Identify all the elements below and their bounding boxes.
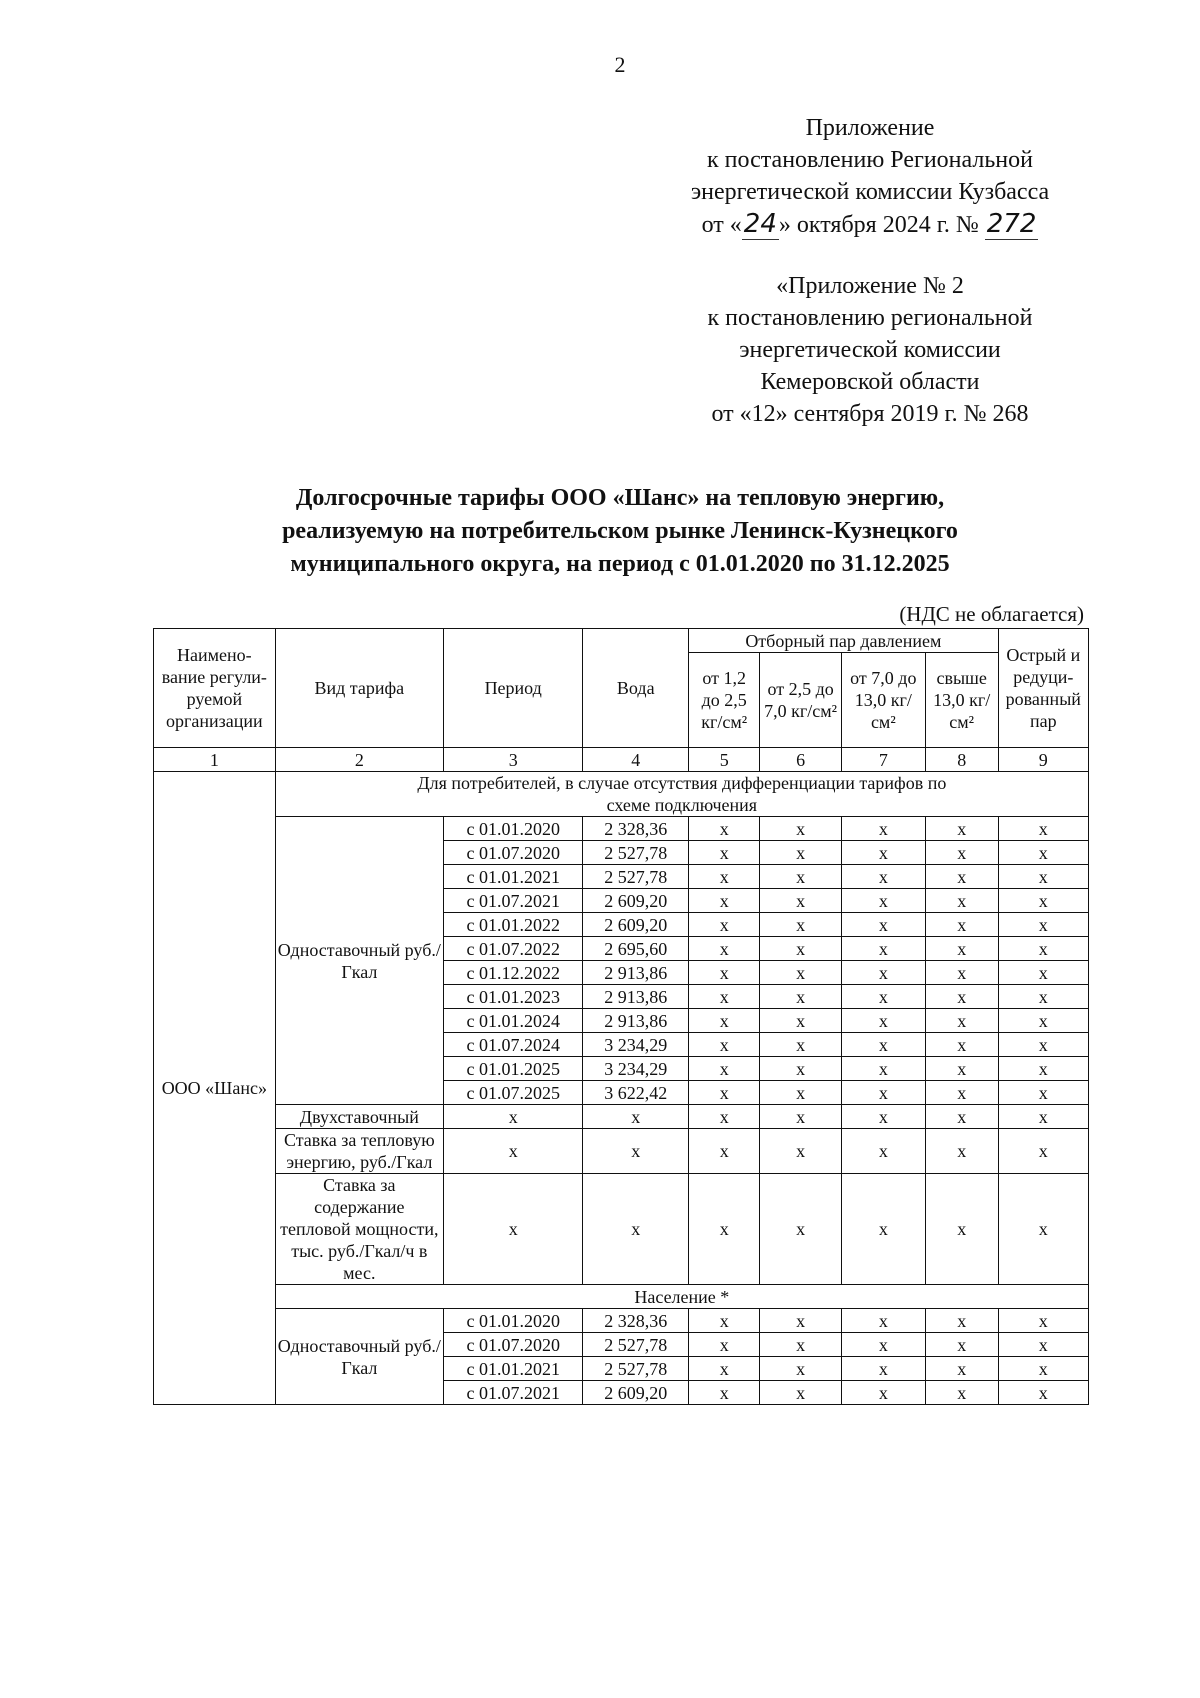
header-tariff-type: Вид тарифа <box>275 629 443 748</box>
appendix-line: энергетической комиссии Кузбасса <box>690 179 1050 205</box>
empty-value-cell: х <box>925 1009 998 1033</box>
appendix-current-header <box>660 112 1080 241</box>
table-row <box>154 817 1089 841</box>
empty-value-cell: х <box>760 1381 842 1405</box>
empty-value-cell: х <box>689 1081 760 1105</box>
empty-value-cell: х <box>689 961 760 985</box>
appendix-original-header <box>660 270 1080 430</box>
empty-value-cell: х <box>689 937 760 961</box>
period-cell: с 01.01.2021 <box>443 865 582 889</box>
water-value-cell: 2 609,20 <box>583 913 689 937</box>
tariff-type-two-rate: Двухставочный <box>275 1105 443 1129</box>
header-steam-1: от 1,2 до 2,5 кг/см² <box>689 653 760 748</box>
empty-value-cell: х <box>841 1057 925 1081</box>
empty-value-cell: х <box>925 865 998 889</box>
empty-value-cell: х <box>925 961 998 985</box>
period-cell: с 01.01.2023 <box>443 985 582 1009</box>
empty-value-cell: х <box>998 1381 1088 1405</box>
empty-value-cell: х <box>925 1057 998 1081</box>
empty-value-cell: х <box>925 1174 998 1285</box>
empty-value-cell: х <box>689 985 760 1009</box>
energy-rate-label: Ставка за тепловую энергию, руб./Гкал <box>275 1129 443 1174</box>
empty-value-cell: х <box>925 889 998 913</box>
header-steam-4: свыше 13,0 кг/см² <box>925 653 998 748</box>
empty-value-cell: х <box>583 1129 689 1174</box>
empty-value-cell: х <box>925 937 998 961</box>
empty-value-cell: х <box>583 1174 689 1285</box>
empty-value-cell: х <box>925 1129 998 1174</box>
empty-value-cell: х <box>689 1357 760 1381</box>
empty-value-cell: х <box>760 1333 842 1357</box>
empty-value-cell: х <box>998 1057 1088 1081</box>
water-value-cell: 2 913,86 <box>583 961 689 985</box>
period-cell: с 01.01.2025 <box>443 1057 582 1081</box>
title-line: реализуемую на потребительском рынке Ленинск-Кузнецкого <box>282 518 958 544</box>
water-value-cell: 2 609,20 <box>583 889 689 913</box>
water-value-cell: 2 913,86 <box>583 985 689 1009</box>
empty-value-cell: х <box>760 1309 842 1333</box>
empty-value-cell: х <box>925 817 998 841</box>
empty-value-cell: х <box>841 865 925 889</box>
empty-value-cell: х <box>583 1105 689 1129</box>
appendix-line: «Приложение № 2 <box>776 273 964 299</box>
empty-value-cell: х <box>925 913 998 937</box>
water-value-cell: 2 527,78 <box>583 1333 689 1357</box>
empty-value-cell: х <box>760 1129 842 1174</box>
empty-value-cell: х <box>760 961 842 985</box>
empty-value-cell: х <box>841 1309 925 1333</box>
appendix-line: Кемеровской области <box>760 369 980 395</box>
org-name-cell: ООО «Шанс» <box>154 772 276 1405</box>
empty-value-cell: х <box>443 1129 582 1174</box>
empty-value-cell: х <box>925 1357 998 1381</box>
section-row <box>154 1285 1089 1309</box>
empty-value-cell: х <box>760 1081 842 1105</box>
section-label-consumers: Для потребителей, в случае отсутствия дифференциации тарифов по схеме подключения <box>275 772 1088 817</box>
water-value-cell: 2 527,78 <box>583 865 689 889</box>
period-cell: с 01.07.2020 <box>443 841 582 865</box>
col-number: 6 <box>760 748 842 772</box>
empty-value-cell: х <box>443 1174 582 1285</box>
column-number-row <box>154 748 1089 772</box>
water-value-cell: 2 609,20 <box>583 1381 689 1405</box>
section-row <box>154 772 1089 817</box>
empty-value-cell: х <box>760 1033 842 1057</box>
empty-value-cell: х <box>689 1009 760 1033</box>
empty-value-cell: х <box>998 961 1088 985</box>
appendix-line: от «12» сентября 2019 г. № 268 <box>711 401 1029 427</box>
header-org: Наимено-вание регули-руемой организации <box>154 629 276 748</box>
tariff-table <box>153 628 1089 1405</box>
empty-value-cell: х <box>443 1105 582 1129</box>
appendix-line: к постановлению Региональной <box>707 147 1033 173</box>
header-period: Период <box>443 629 582 748</box>
empty-value-cell: х <box>689 865 760 889</box>
empty-value-cell: х <box>998 985 1088 1009</box>
empty-value-cell: х <box>841 961 925 985</box>
capacity-rate-label: Ставка за содержание тепловой мощности, тыс. руб./Гкал/ч в мес. <box>275 1174 443 1285</box>
appendix-line: энергетической комиссии <box>739 337 1001 363</box>
empty-value-cell: х <box>841 1381 925 1405</box>
table-row <box>154 1129 1089 1174</box>
empty-value-cell: х <box>760 841 842 865</box>
water-value-cell: 3 234,29 <box>583 1057 689 1081</box>
empty-value-cell: х <box>760 817 842 841</box>
empty-value-cell: х <box>689 1309 760 1333</box>
empty-value-cell: х <box>998 937 1088 961</box>
table-row <box>154 1309 1089 1333</box>
empty-value-cell: х <box>760 1174 842 1285</box>
empty-value-cell: х <box>689 817 760 841</box>
title-line: Долгосрочные тарифы ООО «Шанс» на тепловую энергию, <box>295 485 945 511</box>
empty-value-cell: х <box>998 1105 1088 1129</box>
empty-value-cell: х <box>689 1033 760 1057</box>
empty-value-cell: х <box>841 1129 925 1174</box>
period-cell: с 01.12.2022 <box>443 961 582 985</box>
period-cell: с 01.07.2021 <box>443 889 582 913</box>
empty-value-cell: х <box>998 1033 1088 1057</box>
empty-value-cell: х <box>998 889 1088 913</box>
col-number: 9 <box>998 748 1088 772</box>
page-number: 2 <box>614 52 626 77</box>
col-number: 8 <box>925 748 998 772</box>
empty-value-cell: х <box>998 841 1088 865</box>
tariff-type-one-rate: Одноставочный руб./Гкал <box>275 817 443 1105</box>
period-cell: с 01.07.2022 <box>443 937 582 961</box>
title-line: муниципального округа, на период с 01.01.2020 по 31.12.2025 <box>290 551 950 577</box>
empty-value-cell: х <box>689 1174 760 1285</box>
empty-value-cell: х <box>689 889 760 913</box>
period-cell: с 01.01.2020 <box>443 1309 582 1333</box>
empty-value-cell: х <box>760 1105 842 1129</box>
empty-value-cell: х <box>841 1174 925 1285</box>
period-cell: с 01.01.2020 <box>443 817 582 841</box>
empty-value-cell: х <box>925 985 998 1009</box>
empty-value-cell: х <box>841 985 925 1009</box>
col-number: 2 <box>275 748 443 772</box>
period-cell: с 01.07.2025 <box>443 1081 582 1105</box>
appendix-line: Приложение <box>805 115 935 141</box>
header-sharp-steam: Острый и редуци-рованный пар <box>998 629 1088 748</box>
water-value-cell: 3 234,29 <box>583 1033 689 1057</box>
period-cell: с 01.01.2022 <box>443 913 582 937</box>
period-cell: с 01.07.2020 <box>443 1333 582 1357</box>
date-mid: » октября 2024 г. № <box>778 212 979 238</box>
empty-value-cell: х <box>998 1081 1088 1105</box>
empty-value-cell: х <box>841 889 925 913</box>
appendix-line: к постановлению региональной <box>707 305 1033 331</box>
water-value-cell: 3 622,42 <box>583 1081 689 1105</box>
empty-value-cell: х <box>841 841 925 865</box>
col-number: 7 <box>841 748 925 772</box>
tariff-type-one-rate-population: Одноставочный руб./Гкал <box>275 1309 443 1405</box>
table-row <box>154 1174 1089 1285</box>
header-water: Вода <box>583 629 689 748</box>
header-row <box>154 629 1089 653</box>
empty-value-cell: х <box>998 1129 1088 1174</box>
empty-value-cell: х <box>925 841 998 865</box>
period-cell: с 01.01.2024 <box>443 1009 582 1033</box>
water-value-cell: 2 328,36 <box>583 1309 689 1333</box>
empty-value-cell: х <box>841 1009 925 1033</box>
empty-value-cell: х <box>841 817 925 841</box>
empty-value-cell: х <box>760 1357 842 1381</box>
water-value-cell: 2 328,36 <box>583 817 689 841</box>
empty-value-cell: х <box>689 1381 760 1405</box>
table-row <box>154 1105 1089 1129</box>
period-cell: с 01.01.2021 <box>443 1357 582 1381</box>
empty-value-cell: х <box>689 1129 760 1174</box>
empty-value-cell: х <box>925 1381 998 1405</box>
empty-value-cell: х <box>689 913 760 937</box>
water-value-cell: 2 527,78 <box>583 841 689 865</box>
empty-value-cell: х <box>925 1105 998 1129</box>
empty-value-cell: х <box>841 913 925 937</box>
empty-value-cell: х <box>760 985 842 1009</box>
header-steam-group: Отборный пар давлением <box>689 629 999 653</box>
section-label-population: Население * <box>275 1285 1088 1309</box>
appendix-date-line <box>660 208 1080 241</box>
empty-value-cell: х <box>689 1057 760 1081</box>
empty-value-cell: х <box>925 1033 998 1057</box>
empty-value-cell: х <box>760 1009 842 1033</box>
water-value-cell: 2 695,60 <box>583 937 689 961</box>
empty-value-cell: х <box>998 1309 1088 1333</box>
empty-value-cell: х <box>998 1333 1088 1357</box>
empty-value-cell: х <box>925 1333 998 1357</box>
empty-value-cell: х <box>925 1309 998 1333</box>
empty-value-cell: х <box>760 1057 842 1081</box>
empty-value-cell: х <box>998 817 1088 841</box>
header-steam-3: от 7,0 до 13,0 кг/см² <box>841 653 925 748</box>
water-value-cell: 2 527,78 <box>583 1357 689 1381</box>
period-cell: с 01.07.2021 <box>443 1381 582 1405</box>
handwritten-number: 272 <box>986 209 1037 239</box>
col-number: 5 <box>689 748 760 772</box>
empty-value-cell: х <box>760 913 842 937</box>
vat-note: (НДС не облагается) <box>899 602 1084 626</box>
empty-value-cell: х <box>841 1333 925 1357</box>
empty-value-cell: х <box>689 1105 760 1129</box>
empty-value-cell: х <box>841 1081 925 1105</box>
water-value-cell: 2 913,86 <box>583 1009 689 1033</box>
empty-value-cell: х <box>998 913 1088 937</box>
handwritten-day: 24 <box>743 209 777 239</box>
empty-value-cell: х <box>760 937 842 961</box>
col-number: 4 <box>583 748 689 772</box>
empty-value-cell: х <box>760 865 842 889</box>
empty-value-cell: х <box>760 889 842 913</box>
col-number: 3 <box>443 748 582 772</box>
empty-value-cell: х <box>689 1333 760 1357</box>
col-number: 1 <box>154 748 276 772</box>
document-title <box>150 482 1090 581</box>
empty-value-cell: х <box>998 865 1088 889</box>
empty-value-cell: х <box>998 1009 1088 1033</box>
period-cell: с 01.07.2024 <box>443 1033 582 1057</box>
date-prefix: от « <box>701 212 742 238</box>
empty-value-cell: х <box>841 1357 925 1381</box>
empty-value-cell: х <box>998 1357 1088 1381</box>
empty-value-cell: х <box>841 1033 925 1057</box>
empty-value-cell: х <box>998 1174 1088 1285</box>
header-steam-2: от 2,5 до 7,0 кг/см² <box>760 653 842 748</box>
empty-value-cell: х <box>841 937 925 961</box>
empty-value-cell: х <box>841 1105 925 1129</box>
empty-value-cell: х <box>925 1081 998 1105</box>
empty-value-cell: х <box>689 841 760 865</box>
